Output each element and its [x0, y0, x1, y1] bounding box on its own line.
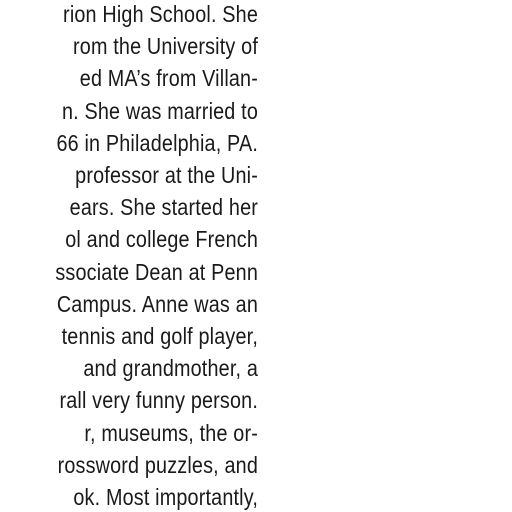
text-line: Campus. Anne was an [56, 290, 258, 317]
text-line: rossword puzzles, and [57, 451, 258, 478]
left-column-line [36, 483, 258, 511]
left-column-line [36, 322, 258, 350]
text-line: n. She was married to [61, 97, 258, 124]
text-line: ol and college French [65, 226, 258, 253]
text-line: rall very funny person. [59, 387, 258, 414]
text-line: ears. She started her [69, 194, 258, 221]
left-column-line [36, 129, 258, 157]
left-column-line [36, 290, 258, 318]
left-column-line [36, 354, 258, 382]
text-line: ed MA’s from Villan- [79, 65, 258, 92]
left-column-line [36, 225, 258, 253]
text-line: and grandmother, a [83, 355, 258, 382]
text-line: professor at the Uni- [75, 162, 258, 188]
text-line: ok. Most importantly, [73, 484, 258, 510]
text-line: rom the University of [73, 33, 258, 60]
column-gutter [272, 0, 273, 512]
left-column-line [36, 386, 258, 414]
left-column-line [36, 97, 258, 125]
left-column-line [36, 451, 258, 479]
left-column-line [36, 258, 258, 286]
left-column-line [36, 64, 258, 92]
left-column-line [36, 32, 258, 60]
text-line: 66 in Philadelphia, PA. [56, 129, 258, 156]
text-line: tennis and golf player, [61, 323, 258, 349]
text-line: ssociate Dean at Penn [55, 258, 258, 285]
left-column-line [36, 161, 258, 189]
text-line: r, museums, the or- [84, 419, 258, 446]
text-line: rion High School. She [63, 1, 258, 27]
left-column-line [36, 0, 258, 28]
left-column-line [36, 193, 258, 221]
left-column-line [36, 419, 258, 447]
